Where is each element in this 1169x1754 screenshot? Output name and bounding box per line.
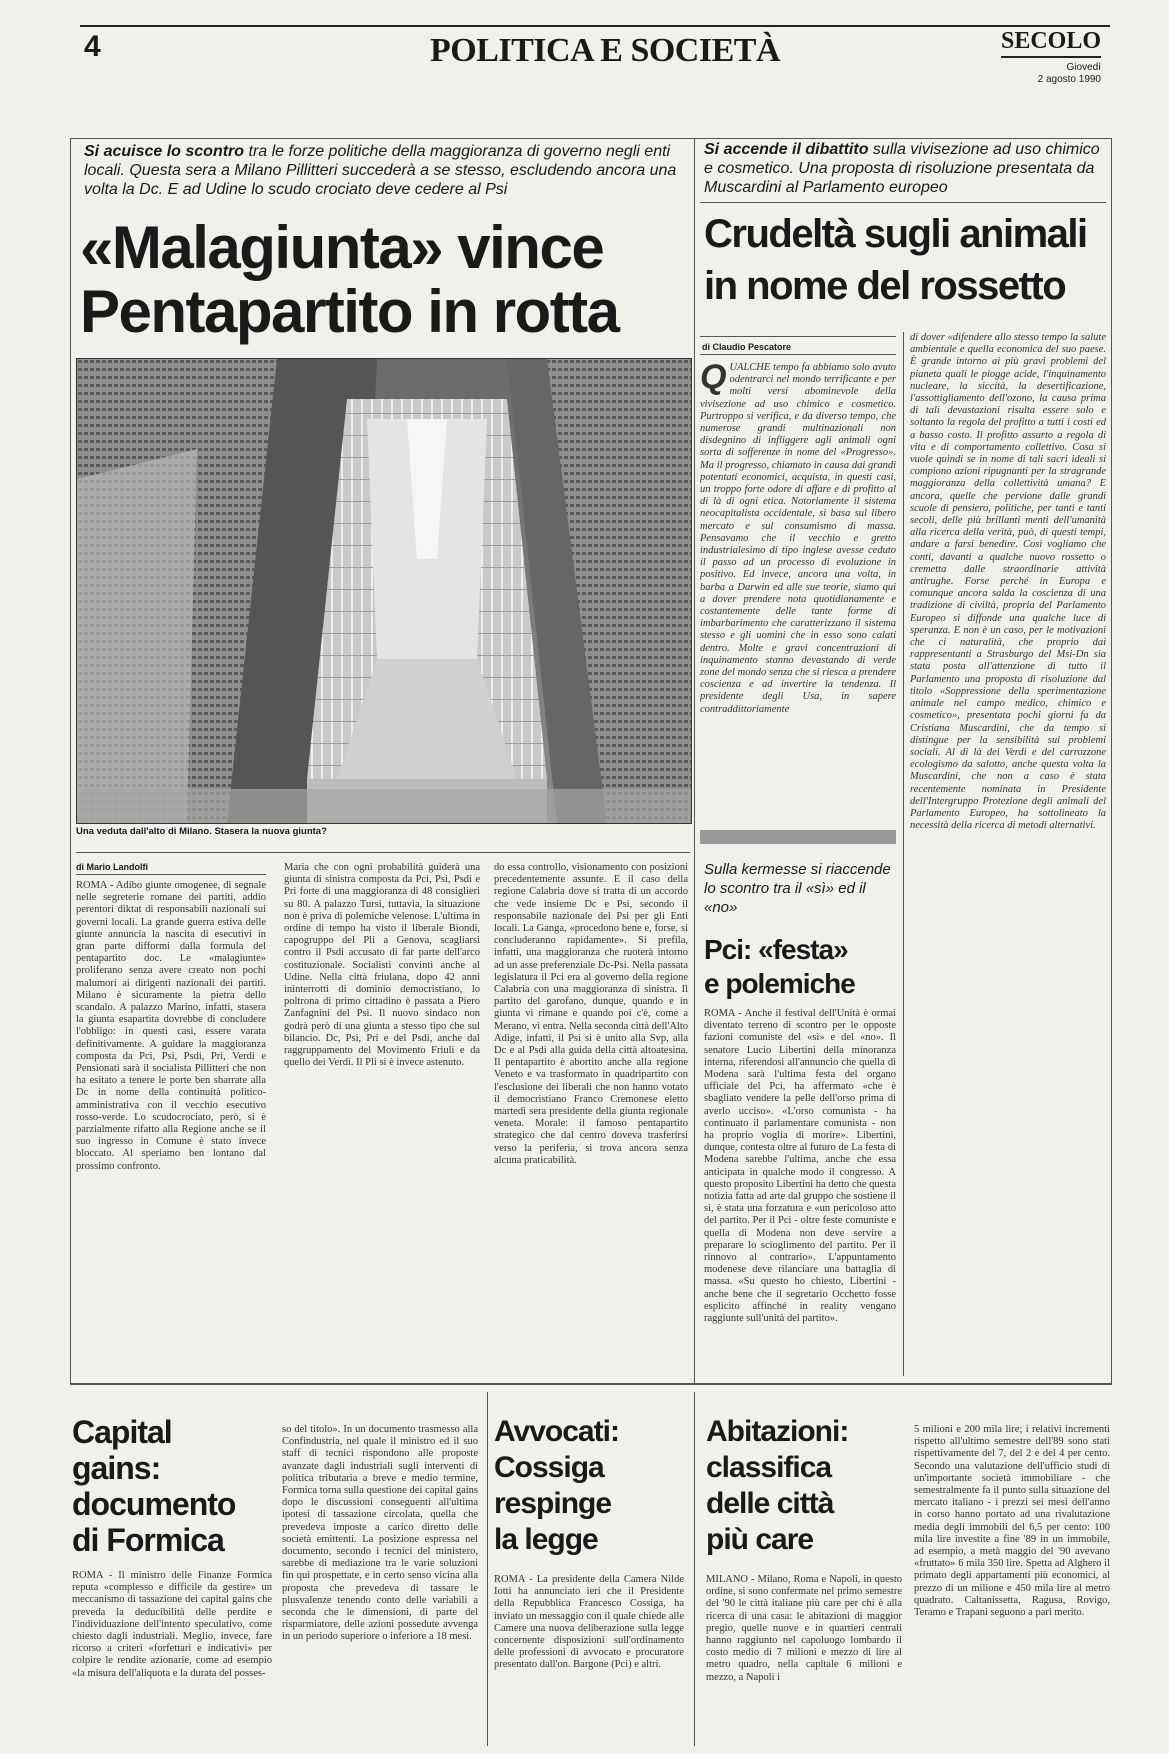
dateline bbox=[1038, 62, 1101, 86]
bottom-section-divider bbox=[70, 1383, 1111, 1384]
housing-headline-line4: più care bbox=[706, 1523, 814, 1556]
lead-kicker-text: tra le forze politiche della maggioranza di governo negli enti locali. Questa sera a Milano Pillitteri succederà a se stesso, escludendo ancora una volta la Dc. E ad Udine lo scudo crociato deve cedere al Psi bbox=[84, 143, 677, 198]
animals-kicker bbox=[704, 140, 1104, 197]
pci-body: ROMA - Anche il festival dell'Unità è ormai diventato terreno di scontro per le opposte fazioni comuniste del «sì» e del «no». Il senatore Lucio Libertini della minoranza interna, riferendosi all'annuncio che quella di Modena sarà l'ultima festa del organo ufficiale del Pci, ha affermato «che è sbagliato vendere la pelle dell'orso prima di averlo ucciso». «L'orso comunista - ha continuato il parlamentare comunista - non ha proprio voglia di morire». Libertini, dunque, contesta oltre al futuro de La festa di Modena sarebbe l'ultima, anche che essa anticipata in qualche modo il congresso. A questo proposito Libertini ha detto che questa notizia fatta ad arte dal gruppo che sostiene il sì, è stata una forzatura e «un pericoloso atto del partito. Per il Pci - oltre feste comuniste e quella di Modena non deve servire a preparare lo scioglimento del partito. Per il rinnovo al contrario». L'appuntamento modenese deve rilanciare una battaglia di massa. «Su questo ho chiesto, Libertini - anche bene che il segretario Occhetto fosse esplicito affinché in reality vengano raggiunte sull'unità del partito». bbox=[704, 1008, 896, 1325]
cossiga-headline-line3: respinge bbox=[494, 1487, 612, 1520]
pci-grey-bar bbox=[700, 830, 896, 844]
housing-body-col2: 5 milioni e 200 mila lire; i relativi incrementi rispetto all'ultimo semestre dell'89 sono stati rispettivamente del 7, del 2 e del 4 per cento. Secondo una valutazione dell'ufficio studi di un'importante società immobiliare - che semestralmente fa il punto sulla situazione del mercato italiano - i prezzi sei mesi dell'anno in corso hanno portato ad una rivalutazione media degli immobili del 6,5 per cento: 100 mila lire investite a fine '89 in un immobile, ad esempio, a metà maggio del '90 avevano «fruttato» 6 mila 350 lire. Spetta ad Alghero il primato degli appartamenti più economici, al prezzo di un milione e 450 mila lire al metro quadrato. Caltanissetta, Ragusa, Rovigo, Teramo e Trapani seguono a pari merito. bbox=[914, 1424, 1110, 1619]
cossiga-headline-line4: la legge bbox=[494, 1523, 598, 1556]
animals-byline-rule bbox=[700, 354, 896, 355]
animals-column-divider bbox=[903, 332, 904, 1376]
formica-headline-line4: di Formica bbox=[72, 1522, 224, 1558]
cossiga-headline-line1: Avvocati: bbox=[494, 1415, 619, 1448]
lead-byline: di Mario Landolfi bbox=[76, 862, 148, 872]
housing-headline-line2: classifica bbox=[706, 1451, 832, 1484]
pci-kicker: Sulla kermesse si riaccende lo scontro tra il «sì» ed il «no» bbox=[704, 861, 891, 916]
formica-body-col2: so del titolo». In un documento trasmesso alla Confindustria, nel quale il ministro ed il suo staff di tecnici rispondono alle proposte avanzate dagli industriali sugli interventi di politica tributaria a breve e medio termine, Formica torna sulla questione dei capital gains dopo le discussioni conseguenti all'ultima ipotesi di tassazione circolata, quella che prevedeva imposte a carico diretto delle società emittenti. La posizione espressa nel documento, secondo i tecnici del ministero, sarebbe di mediazione tra le varie soluzioni fin qui prospettate, e in certo senso vicina alla proposta che prevedeva di tassare le plusvalenze tenendo conto delle variabili a seconda che le dimensioni, di parte del risparmiatore, delle azioni possedute avvenga in un periodo superiore o inferiore a 18 mesi. bbox=[282, 1424, 478, 1643]
cossiga-body: ROMA - La presidente della Camera Nilde Iotti ha annunciato ieri che il Presidente della Repubblica Francesco Cossiga, ha inviato un messaggio con il quale chiede alle Camere una nuova deliberazione sulla legge concernente disposizioni sull'ordinamento delle professioni di avvocato e procuratore presentato dall'on. Bargone (Pci) e altri. bbox=[494, 1574, 684, 1671]
animals-body-col2: di dover «difendere allo stesso tempo la salute ambientale e quella economica del suo paese. È grande intorno ai più gravi problemi del pianeta quali le piogge acide, l'inquinamento nucleare, la siccità, la desertificazione, l'assottigliamento dell'ozono, la causa prima di tali devastazioni risulta essere solo e soltanto la regola del profitto a tutti i costi ed a basso costo. Il profitto assurto a regola di vita e di comportamento collettivo. Cosa si vuole quindi se in nome di tali sacri ideali si compiono azioni ripugnanti per la stragrande maggioranza della collettività umana? E ancora, quelle che pervione dalle grandi scuole di pensiero, politiche, per tanti e tanti secoli, delle più brillanti menti dell'umanità alla ricerca della verità, può, di questi tempi, andare a farsi benedire. Così vogliamo che conti, davanti a qualche nuovo rossetto o cremetta dalle straordinarie attività antirughe. Forse perché in Europa e comunque ancora salda la coscienza di una tradizione di civiltà, propria del Parlamento Europeo si diffonde una qualche luce di speranza. E non è un caso, per le motivazioni che ci naturalità, che proprio dai rappresentanti a Strasburgo del Msi-Dn sia stata posta all'attenzione di tutto il Parlamento una proposta di risoluzione dal titolo «Soppressione della sperimentazione animale nel campo medico, chimico e cosmetico», presentata pochi giorni fa da Cristiana Muscardini, che da tempo si distingue per la sensibilità sui problemi sociali. Al di là dei Verdi e del carrozzone ecologismo da salotto, anche questa volta la Muscardini, che non a caso è stata recentemente nominata in Presidente dell'Intergruppo Protezione degli animali del Parlamento Europeo, ha sottolineato la necessità della ricerca di metodi alternativi. bbox=[910, 332, 1106, 832]
newspaper-logo: SECOLO bbox=[1001, 28, 1101, 58]
formica-headline-line1: Capital bbox=[72, 1414, 172, 1450]
lead-body-col3: do essa controllo, visionamento con posizioni precedentemente assunte. E il caso della regione Calabria dove si tratta di un accordo che vede insieme Dc e Psi, secondo il responsabile nazionale del Psi per gli Enti locali. La Ganga, «procedono bene e, forse, si concluderanno rapidamente». Si prefila, infatti, una maggioranza che ruoterà intorno ad un asse preferenziale Dc-Psi. Nella passata legislatura il Pci era al governo della regione Calabria con una maggioranza di sinistra. Il partito del garofano, dunque, quando e in giunta vi rimane e quando poi c'è, come a Merano, vi entra. Nella seconda città dell'Alto Adige, infatti, il Psi si è unito alla Svp, alla Dc e al Psdi alla guida della città altoatesina. Il pentapartito è abortito anche alla regione Veneto e va trasformato in quadripartito con l'esclusione dei liberali che non hanno votato il democristiano Franco Cremonese eletto martedì sera presidente della giunta regionale veneta. Morale: il famoso pentapartito strategico che dal centro doveva trasferirsi verso la periferia, si trova ancora senza alcuna praticabilità. bbox=[494, 862, 688, 1166]
page-number: 4 bbox=[84, 30, 101, 63]
animals-headline-line1: Crudeltà sugli animali bbox=[704, 212, 1087, 256]
pci-headline-line1: Pci: «festa» bbox=[704, 934, 848, 965]
animals-dropcap: Q bbox=[700, 362, 727, 396]
date-full: 2 agosto 1990 bbox=[1037, 74, 1101, 85]
bottom-divider-2 bbox=[694, 1392, 695, 1746]
formica-body-col1: ROMA - Il ministro delle Finanze Formica reputa «complesso e difficile da gestire» un meccanismo di tassazione dei capital gains che preveda la deducibilità delle perdite e l'individuazione dell'intento speculativo, come chiesto dagli industriali. Meglio, invece, fare ricorso a criteri «forfettari e indicativi» per colpire le rendite azionarie, come ad esempio «la misura dell'aliquota e la durata del posses- bbox=[72, 1570, 272, 1679]
formica-headline-line2: gains: bbox=[72, 1450, 161, 1486]
lead-byline-rule bbox=[76, 874, 266, 875]
formica-headline-line3: documento bbox=[72, 1486, 236, 1522]
animals-body-col1-text: UALCHE tempo fa abbiamo solo avuto odentrarci nel mondo terrificante e per molti versi abominevole della vivisezione ad uso chimico e cosmetico. Purtroppo si verifica, e da diverso tempo, che numerose grandi multinazionali non disdegnino di infliggere agli animali ogni sorta di sofferenze in nome del «Progresso». Ma il progresso, chiamato in causa dai grandi potentati economici, acquista, in questi casi, un troppo forte odore di affare e di profitto al di là di ogni etica. Notoriamente il sistema neocapitalista occidentale, si basa sul libero mercato e sul consumismo di massa. Pensavamo che il vecchio e gretto industrialesimo di tipo inglese avesse ceduto il passo ad un processo di evoluzione in positivo. Ed invece, ancora una volta, in barba a Darwin ed alle sue teorie, siamo qui a dover prendere nota quotidianamente e costantemente delle tante forme di imbarbarimento che caratterizzano il sistema stesso e gli uomini che in esso sono calati dentro. Molte e gravi concentrazioni di inquinamento stanno devastando di verde zone del mondo senza che si riesca a prendere coscienza e ad invertire la tendenza. Il presidente degli Usa, in sapere contraddittoriamente bbox=[700, 362, 896, 715]
animals-kicker-text: sulla vivisezione ad uso chimico e cosmetico. Una proposta di risoluzione presentata da Muscardini al Parlamento europeo bbox=[704, 141, 1100, 196]
pci-headline-line2: e polemiche bbox=[704, 968, 855, 999]
lead-body-rule bbox=[76, 852, 690, 853]
lead-kicker bbox=[84, 142, 678, 199]
lead-headline-line1: «Malagiunta» vince bbox=[80, 214, 604, 281]
housing-body-col1: MILANO - Milano, Roma e Napoli, in questo ordine, si sono confermate nel primo semestre del '90 le città italiane più care per chi è alla ricerca di una casa: le abitazioni di maggior pregio, quelle nuove e in quartieri centrali hanno raggiunto nel capoluogo lombardo il costo medio di 7 milioni e mezzo di lire al metro quadro, nella capitale 6 milioni e mezzo, a Napoli i bbox=[706, 1574, 902, 1683]
animals-kicker-rule bbox=[700, 202, 1106, 203]
date-weekday: Giovedì bbox=[1066, 62, 1101, 73]
masthead-top-rule bbox=[80, 25, 1110, 27]
animals-headline-line2: in nome del rossetto bbox=[704, 264, 1066, 308]
animals-byline: di Claudio Pescatore bbox=[702, 342, 792, 352]
lead-headline-line2: Pentapartito in rotta bbox=[80, 278, 619, 345]
milan-aerial-photo bbox=[76, 358, 692, 824]
housing-headline-line3: delle città bbox=[706, 1487, 834, 1520]
cossiga-headline-line2: Cossiga bbox=[494, 1451, 604, 1484]
milan-cathedral-illustration bbox=[77, 359, 691, 823]
animals-byline-rule-top bbox=[700, 336, 896, 337]
lead-body-col1: ROMA - Adibo giunte omogenee, di segnale nelle segreterie romane dei partiti, addio perentori diktat di responsabili nazionali sui governi locali. La grande guerra estiva delle giunte annuncia la nascita di esecutivi in gran parte difformi dalla formula del pentapartito doc. Le «malagiunte» proliferano senza avere creato non pochi malumori ai dirigenti nazionali dei partiti. Milano è sicuramente la pietra dello scandalo. A palazzo Marino, infatti, stasera la giunta esapartita dovrebbe di concludere l'obbligo: in questi casi, essere varata definitivamente. A guidare la maggioranza composta da Pci, Psi, Psdi, Pri, Verdi e Pensionati sarà il socialista Pillitteri che non ha esitato a tenere le porte ben sbarrate alla Dc in nome della continuità politico-amministrativa con il vecchio esecutivo rosso-verde. Lo scudocrociato, però, si è parzialmente rifatto alla Regione anche se il suo ingresso in Comune è stato invece bloccato. Al speriamo ben lontano dal prossimo confronto. bbox=[76, 880, 266, 1172]
animals-body-col1 bbox=[700, 362, 896, 822]
lead-kicker-bold: Si acuisce lo scontro bbox=[84, 143, 245, 160]
lead-body-col2: Maria che con ogni probabilità guiderà una giunta di sinistra composta da Pci, Psi, Psdi e Pri forte di una maggioranza di 48 consiglieri su 80. A palazzo Tursi, tuttavia, la situazione non è priva di polemiche velenose. L'ultima in ordine di tempo ha visto il liberale Biondi, capogruppo del Pli a Genova, scagliarsi contro il Psdi accusato di far parte dell'arco costituzionale. Socialisti convinti anche al Udine. Nella città friulana, dopo 42 anni ininterrotti di dominio democristiano, lo poltrona di primo cittadino è passata a Piero Zanfagnini del Psi. Il nuovo sindaco non godrà però di una giunta a stesso tipo che sul bilancio. Dc, Psi, Pri e del Psdi, anche dal raggruppamento del Movimento Friuli e da quello dei Verdi. Il Pli si è invece astenuto. bbox=[284, 862, 480, 1069]
animals-kicker-bold: Si accende il dibattito bbox=[704, 141, 869, 158]
section-title: POLITICA E SOCIETÀ bbox=[430, 32, 780, 69]
photo-caption: Una veduta dall'alto di Milano. Stasera la nuova giunta? bbox=[76, 826, 327, 837]
housing-headline-line1: Abitazioni: bbox=[706, 1415, 849, 1448]
bottom-divider-1 bbox=[487, 1392, 488, 1746]
column-divider-main bbox=[694, 138, 695, 1383]
